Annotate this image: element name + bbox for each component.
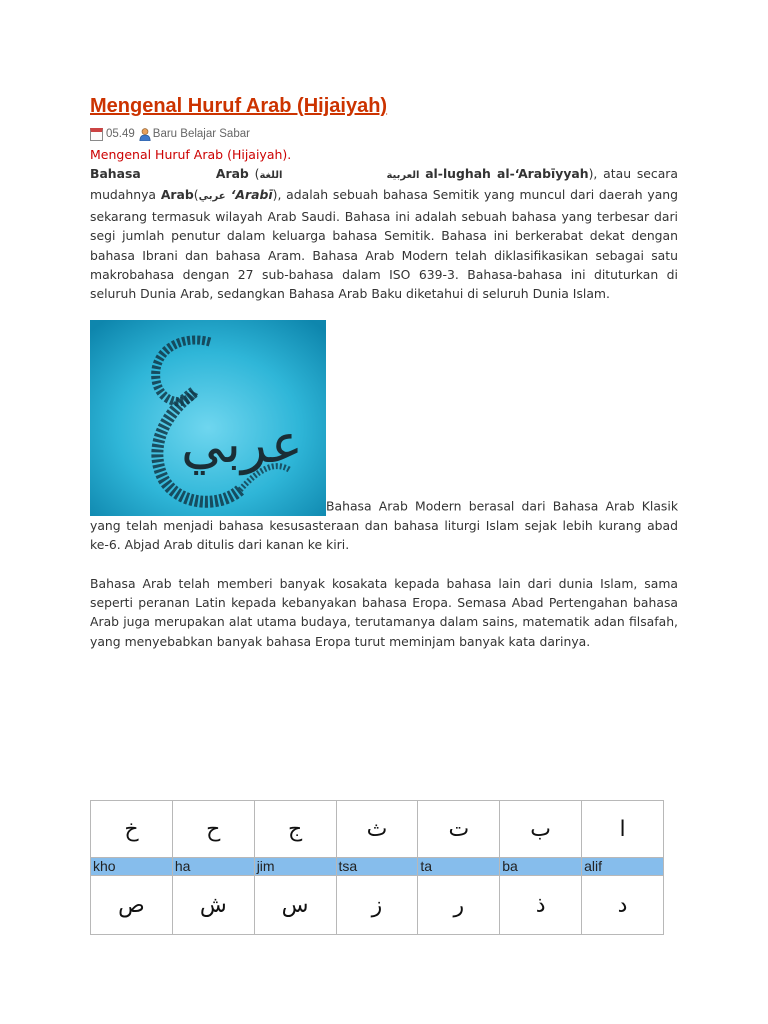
letter-row-2 — [91, 876, 664, 935]
arabic-term-1: العربية — [386, 170, 420, 181]
post-meta — [90, 126, 678, 142]
hijaiyah-table — [90, 800, 664, 935]
letter-cell: ا — [582, 801, 664, 858]
calligraphy-glyph: عربي — [180, 411, 304, 475]
letter-cell: خ — [91, 801, 173, 858]
transliteration: al-lughah al-ʻArabīyyah — [425, 166, 589, 181]
letter-cell: ج — [254, 801, 336, 858]
bold-term-arab-2: Arab — [160, 187, 194, 203]
author-icon — [139, 128, 151, 141]
letter-name-row — [91, 858, 664, 876]
letter-cell: د — [582, 876, 664, 935]
image-paragraph — [90, 320, 678, 555]
paren-text: ( — [248, 166, 260, 181]
paragraph-rest: ), adalah sebuah bahasa Semitik yang muncul dari daerah yang sekarang termasuk wilayah Arab Saudi. Bahasa ini adalah sebuah bahasa yang terbesar dari segi jumlah penutur dalam keluarga bahasa Semitik. Bahasa ini berkerabat dekat dengan bahasa Ibrani dan bahasa Aram. Bahasa Arab Modern telah diklasifikasikan sebagai satu makrobahasa dengan 27 sub-bahasa dalam ISO 639-3. Bahasa-bahasa ini dituturkan di seluruh Dunia Arab, sedangkan Bahasa Arab Baku diketahui di seluruh Dunia Islam. — [90, 187, 679, 302]
arabic-calligraphy-image[interactable] — [90, 320, 326, 516]
paragraph-2-text: Bahasa Arab Modern berasal dari Bahasa Arab Klasik yang telah menjadi bahasa kesusasteraan dan bahasa liturgi Islam sejak lebih kurang abad ke-6. Abjad Arab ditulis dari kanan ke kiri. — [90, 498, 678, 553]
paragraph-2 — [90, 320, 678, 555]
letter-name-cell: ba — [500, 858, 582, 876]
letter-name-cell: jim — [254, 858, 336, 876]
bold-term-bahasa: Bahasa — [90, 166, 141, 181]
post-author[interactable]: Baru Belajar Sabar — [152, 128, 250, 140]
letter-name-cell: alif — [582, 858, 664, 876]
post-time[interactable]: 05.49 — [106, 128, 135, 140]
paren-text-2: ( — [193, 187, 199, 203]
letter-name-cell: ha — [172, 858, 254, 876]
post-subtitle: Mengenal Huruf Arab (Hijaiyah). — [90, 147, 292, 162]
blog-post — [90, 93, 678, 651]
letter-name-cell: ta — [418, 858, 500, 876]
letter-cell: ز — [336, 876, 418, 935]
letter-row-1 — [91, 801, 664, 858]
letter-name-cell: tsa — [336, 858, 418, 876]
letter-cell: ب — [500, 801, 582, 858]
arabic-term-2: اللغة — [259, 170, 283, 181]
paragraph-text: ), atau secara mudahnya — [90, 166, 678, 203]
paragraph-intro — [90, 164, 678, 304]
letter-cell: ص — [91, 876, 173, 935]
letter-cell: ث — [336, 801, 418, 858]
transliteration-2: ʻArabī — [225, 187, 273, 203]
letter-cell: ش — [172, 876, 254, 935]
calendar-icon — [90, 128, 103, 141]
letter-cell: ر — [418, 876, 500, 935]
post-title[interactable]: Mengenal Huruf Arab (Hijaiyah) — [90, 95, 388, 117]
bold-term-arab: Arab — [215, 166, 249, 181]
letter-cell: ح — [172, 801, 254, 858]
paragraph-3: Bahasa Arab telah memberi banyak kosakata kepada bahasa lain dari dunia Islam, sama seperti peranan Latin kepada kebanyakan bahasa Eropa. Semasa Abad Pertengahan bahasa Arab juga merupakan alat utama budaya, terutamanya dalam sains, matematik adan filsafah, yang menyebabkan banyak bahasa Eropa turut meminjam banyak kata darinya. — [90, 575, 678, 649]
letter-cell: ت — [418, 801, 500, 858]
letter-name-cell: kho — [91, 858, 173, 876]
letter-cell: س — [254, 876, 336, 935]
arabic-term-3: عربي — [198, 191, 226, 203]
letter-cell: ذ — [500, 876, 582, 935]
